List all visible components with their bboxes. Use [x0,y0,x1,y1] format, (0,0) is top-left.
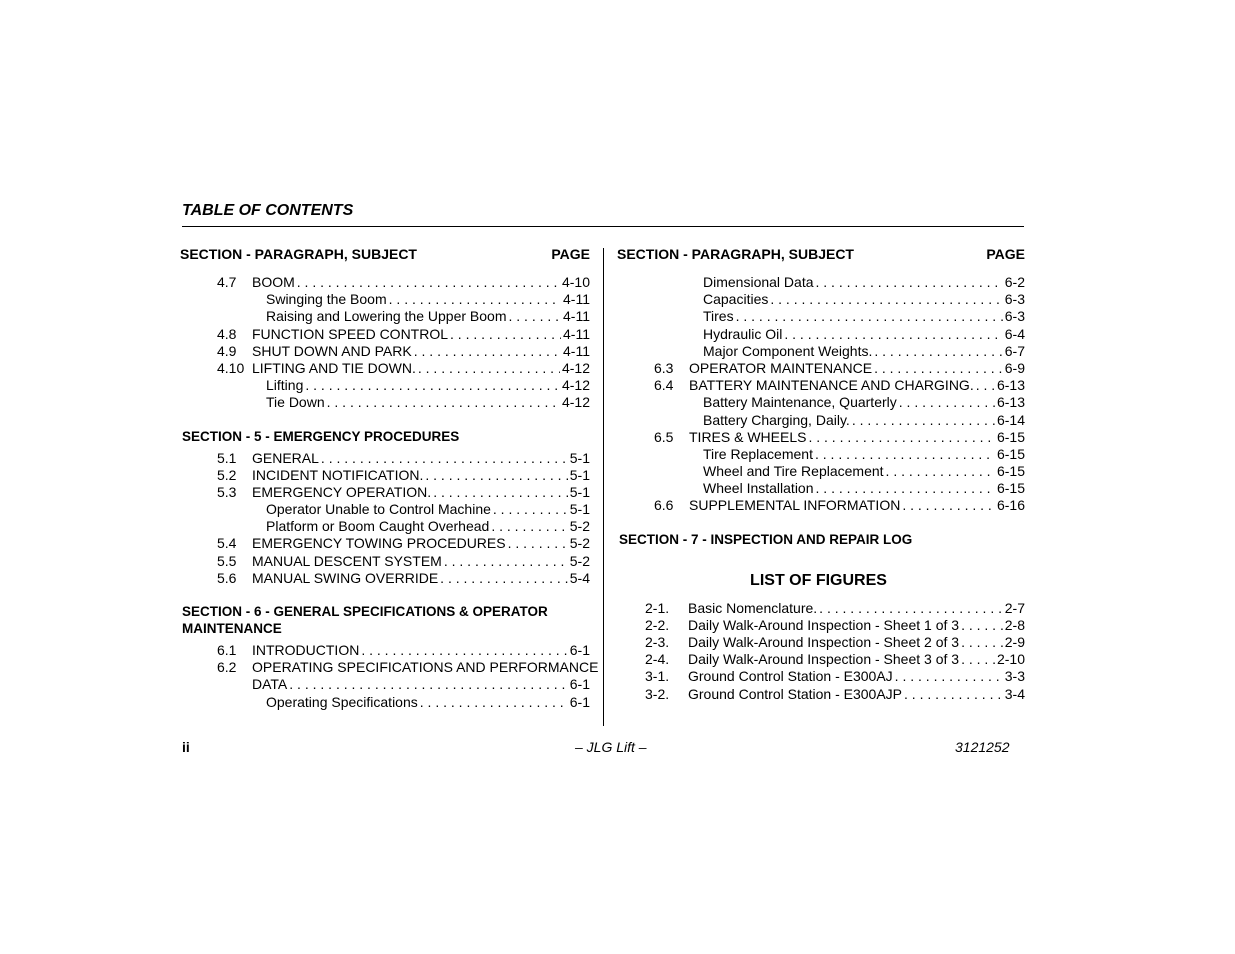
toc-entry-title: OPERATING SPECIFICATIONS AND PERFORMANCE [252,659,599,676]
footer-page-number: ii [182,739,190,755]
toc-entry-number: 5.5 [217,552,237,569]
toc-subentry[interactable] [617,480,1025,497]
dot-leader [874,343,1002,360]
toc-entry-page: 6-1 [569,642,590,658]
toc-entry-page: 4-11 [563,308,590,325]
dot-leader [389,291,561,308]
dot-leader [736,308,1003,325]
toc-entry-continuation[interactable] [180,676,590,693]
toc-entry-page: 6-2 [1004,274,1025,290]
dot-leader [327,394,560,411]
toc-entry-number: 5.4 [217,535,237,552]
toc-entry-title: EMERGENCY TOWING PROCEDURES [252,535,506,552]
toc-entry-title: TIRES & WHEELS [689,428,807,445]
toc-entry-number: 3-2. [645,685,670,702]
toc-entry-number: 6.5 [654,428,674,445]
toc-entry-number: 5.1 [217,449,237,466]
toc-entry-number: 4.10 [217,359,245,376]
dot-leader [425,467,567,484]
column-divider [603,248,604,726]
toc-entry-number: 4.8 [217,325,237,342]
toc-entry-page: 6-3 [1004,291,1025,308]
toc-entry[interactable] [180,450,590,467]
toc-entry-page: 6-13 [996,394,1025,411]
section-heading-6 [180,603,590,637]
toc-entry-page: 4-12 [561,377,590,394]
toc-subentry[interactable] [617,274,1025,291]
section-heading-5: SECTION - 5 - EMERGENCY PROCEDURES [182,428,460,444]
toc-entry-title: Wheel and Tire Replacement [703,463,884,480]
toc-entry[interactable] [617,429,1025,446]
toc-entry-page: 6-1 [569,676,590,693]
toc-entry-number: 4.7 [217,274,237,290]
toc-entry-page: 4-12 [561,359,590,376]
toc-entry[interactable] [617,377,1025,394]
toc-entry-number: 2-4. [645,651,670,668]
toc-entry-number: 6.3 [654,359,674,376]
dot-leader [819,600,1003,617]
toc-entry-title: Dimensional Data [703,274,814,290]
footer-center: – JLG Lift – [575,739,647,755]
toc-entry-page: 2-8 [1004,616,1025,633]
toc-entry-title: Raising and Lowering the Upper Boom [266,308,507,325]
toc-entry-title: EMERGENCY OPERATION. [252,483,432,500]
toc-entry[interactable] [180,467,590,484]
toc-entry-title: Operator Unable to Control Machine [266,501,491,518]
toc-entry-title: Platform or Boom Caught Overhead [266,518,490,535]
toc-entry-page: 6-7 [1004,342,1025,359]
toc-subentry[interactable] [617,308,1025,325]
dot-leader [961,651,995,668]
dot-leader [808,429,995,446]
dot-leader [361,642,567,659]
dot-leader [508,535,568,552]
toc-subentry[interactable] [617,326,1025,343]
toc-block-6 [617,274,1025,515]
toc-entry-page: 4-10 [561,274,590,290]
toc-entry-page: 6-1 [569,693,590,710]
toc-block-5 [180,450,590,588]
toc-entry[interactable] [180,535,590,552]
toc-subentry[interactable] [617,343,1025,360]
toc-entry-number: 3-1. [645,668,670,685]
toc-entry-page: 6-15 [996,463,1025,480]
dot-leader [420,694,568,711]
toc-subentry[interactable] [180,694,590,711]
toc-entry-number: 5.2 [217,466,237,483]
dot-leader [508,308,561,325]
toc-entry-page: 6-15 [996,480,1025,497]
dot-leader [902,497,995,514]
dot-leader [444,553,568,570]
figures-list [617,600,1025,703]
toc-subentry[interactable] [617,394,1025,411]
toc-entry-page: 2-10 [996,651,1025,668]
dot-leader [770,291,1002,308]
toc-entry-page: 2-9 [1004,634,1025,650]
dot-leader [440,570,568,587]
section-heading-6-line1: SECTION - 6 - GENERAL SPECIFICATIONS & OPERATOR [182,604,548,619]
dot-leader [289,676,568,693]
toc-entry-page: 3-3 [1004,668,1025,685]
dot-leader [450,326,561,343]
dot-leader [976,377,995,394]
toc-subentry[interactable] [180,394,590,411]
toc-entry-title: Tire Replacement [703,445,813,462]
toc-entry-page: 6-9 [1004,359,1025,376]
toc-entry-page: 4-11 [563,325,590,342]
toc-entry-page: 2-7 [1004,599,1025,616]
toc-entry[interactable] [617,651,1025,668]
toc-entry-page: 6-15 [996,445,1025,462]
toc-entry[interactable] [180,274,590,291]
toc-entry-page: 5-1 [569,466,590,483]
toc-subentry[interactable] [180,291,590,308]
toc-entry-title: Ground Control Station - E300AJP [688,685,903,702]
toc-entry[interactable] [180,484,590,501]
toc-entry-page: 5-2 [569,552,590,569]
toc-entry-page: 5-1 [569,501,590,518]
toc-entry-number: 6.4 [654,377,674,394]
toc-entry[interactable] [617,634,1025,651]
title-rule [182,226,1024,227]
toc-subentry[interactable] [617,412,1025,429]
toc-entry-title: Battery Charging, Daily. [703,411,850,428]
toc-entry-title: Tires [703,308,734,325]
toc-entry[interactable] [617,600,1025,617]
toc-entry-title: Capacities [703,291,769,308]
dot-leader [961,634,1003,651]
toc-entry-title: GENERAL [252,449,319,466]
toc-entry-page: 4-11 [563,342,590,359]
toc-entry-number: 6.2 [217,659,237,676]
toc-entry-page: 5-1 [569,483,590,500]
toc-entry-number: 6.6 [654,497,674,514]
column-header-subject: SECTION - PARAGRAPH, SUBJECT [180,246,417,262]
toc-entry-number: 2-3. [645,634,670,650]
dot-leader [784,326,1002,343]
toc-entry-title: Daily Walk-Around Inspection - Sheet 1 of 3 [688,616,960,633]
toc-entry-title: Battery Maintenance, Quarterly [703,394,897,411]
toc-entry-number: 5.6 [217,569,237,586]
toc-entry-title: Daily Walk-Around Inspection - Sheet 3 of 3 [688,651,960,668]
toc-entry-page: 4-12 [561,394,590,411]
toc-entry-title: Operating Specifications [266,693,418,710]
toc-entry[interactable] [617,686,1025,703]
toc-entry[interactable] [617,617,1025,634]
toc-entry-title: MANUAL SWING OVERRIDE [252,569,439,586]
toc-entry-title: Swinging the Boom [266,291,387,308]
dot-leader [305,377,560,394]
toc-entry-title: SHUT DOWN AND PARK [252,342,412,359]
toc-entry-title: Major Component Weights. [703,342,873,359]
dot-leader [899,394,995,411]
toc-entry[interactable] [180,659,599,676]
dot-leader [904,686,1003,703]
toc-entry[interactable] [617,497,1025,514]
toc-entry-page: 4-11 [563,291,590,308]
dot-leader [816,480,995,497]
dot-leader [433,484,568,501]
toc-entry-title: BATTERY MAINTENANCE AND CHARGING. [689,377,974,394]
toc-subentry[interactable] [617,463,1025,480]
toc-entry[interactable] [180,553,590,570]
toc-entry[interactable] [180,360,590,377]
dot-leader [895,668,1003,685]
dot-leader [961,617,1003,634]
toc-entry[interactable] [180,570,590,587]
dot-leader [297,274,560,291]
toc-subentry[interactable] [180,377,590,394]
toc-entry-number: 6.1 [217,642,237,658]
dot-leader [491,518,567,535]
toc-entry-number: 2-2. [645,616,670,633]
dot-leader [886,463,995,480]
column-header [180,246,590,266]
page-title: TABLE OF CONTENTS [182,202,354,219]
toc-entry-title: Hydraulic Oil [703,325,783,342]
toc-entry-title: OPERATOR MAINTENANCE [689,359,873,376]
toc-entry[interactable] [617,360,1025,377]
toc-entry-page: 6-14 [996,411,1025,428]
column-header [617,246,1025,266]
toc-entry-title: Daily Walk-Around Inspection - Sheet 2 of 3 [688,634,960,650]
toc-entry[interactable] [180,326,590,343]
toc-entry-title: Lifting [266,377,304,394]
toc-entry-title: DATA [252,676,288,693]
toc-entry[interactable] [180,642,590,659]
toc-entry-title: INTRODUCTION [252,642,360,658]
toc-entry-page: 5-2 [569,535,590,552]
toc-subentry[interactable] [617,446,1025,463]
toc-entry-title: FUNCTION SPEED CONTROL [252,325,449,342]
section-heading-6-line2: MAINTENANCE [182,621,282,636]
toc-entry-number: 5.3 [217,483,237,500]
dot-leader [852,412,995,429]
toc-entry-title: Wheel Installation [703,480,814,497]
toc-entry-title: LIFTING AND TIE DOWN. [252,359,416,376]
toc-entry-page: 5-1 [569,449,590,466]
toc-entry-page: 6-3 [1004,308,1025,325]
toc-subentry[interactable] [180,518,590,535]
left-column [180,246,599,711]
column-header-subject: SECTION - PARAGRAPH, SUBJECT [617,246,854,262]
dot-leader [414,343,561,360]
toc-entry-page: 6-15 [996,428,1025,445]
toc-subentry[interactable] [180,308,590,325]
column-header-page: PAGE [551,246,590,262]
dot-leader [874,360,1003,377]
dot-leader [321,450,568,467]
toc-entry-page: 5-2 [569,518,590,535]
toc-entry-title: SUPPLEMENTAL INFORMATION [689,497,901,514]
toc-entry-title: BOOM [252,274,295,290]
dot-leader [816,274,1003,291]
toc-entry[interactable] [180,343,590,360]
toc-entry-page: 3-4 [1004,685,1025,702]
toc-entry-title: Tie Down [266,394,325,411]
toc-entry-page: 6-4 [1004,325,1025,342]
toc-block-4 [180,274,590,412]
toc-subentry[interactable] [180,501,590,518]
toc-entry[interactable] [617,668,1025,685]
toc-entry-title: INCIDENT NOTIFICATION. [252,466,424,483]
toc-entry-page: 6-16 [996,497,1025,514]
toc-entry-number: 2-1. [645,599,670,616]
list-of-figures-title: LIST OF FIGURES [750,571,887,589]
toc-entry-title: MANUAL DESCENT SYSTEM [252,552,442,569]
toc-subentry[interactable] [617,291,1025,308]
right-column [617,246,1025,703]
toc-entry-page: 6-13 [996,377,1025,394]
section-heading-7: SECTION - 7 - INSPECTION AND REPAIR LOG [619,531,913,547]
toc-entry-title: Basic Nomenclature. [688,599,818,616]
footer-doc-number: 3121252 [955,739,1010,755]
toc-entry-title: Ground Control Station - E300AJ [688,668,893,685]
dot-leader [418,360,560,377]
column-header-page: PAGE [986,246,1025,262]
toc-entry-number: 4.9 [217,342,237,359]
dot-leader [815,446,995,463]
toc-entry-page: 5-4 [569,569,590,586]
dot-leader [493,501,568,518]
